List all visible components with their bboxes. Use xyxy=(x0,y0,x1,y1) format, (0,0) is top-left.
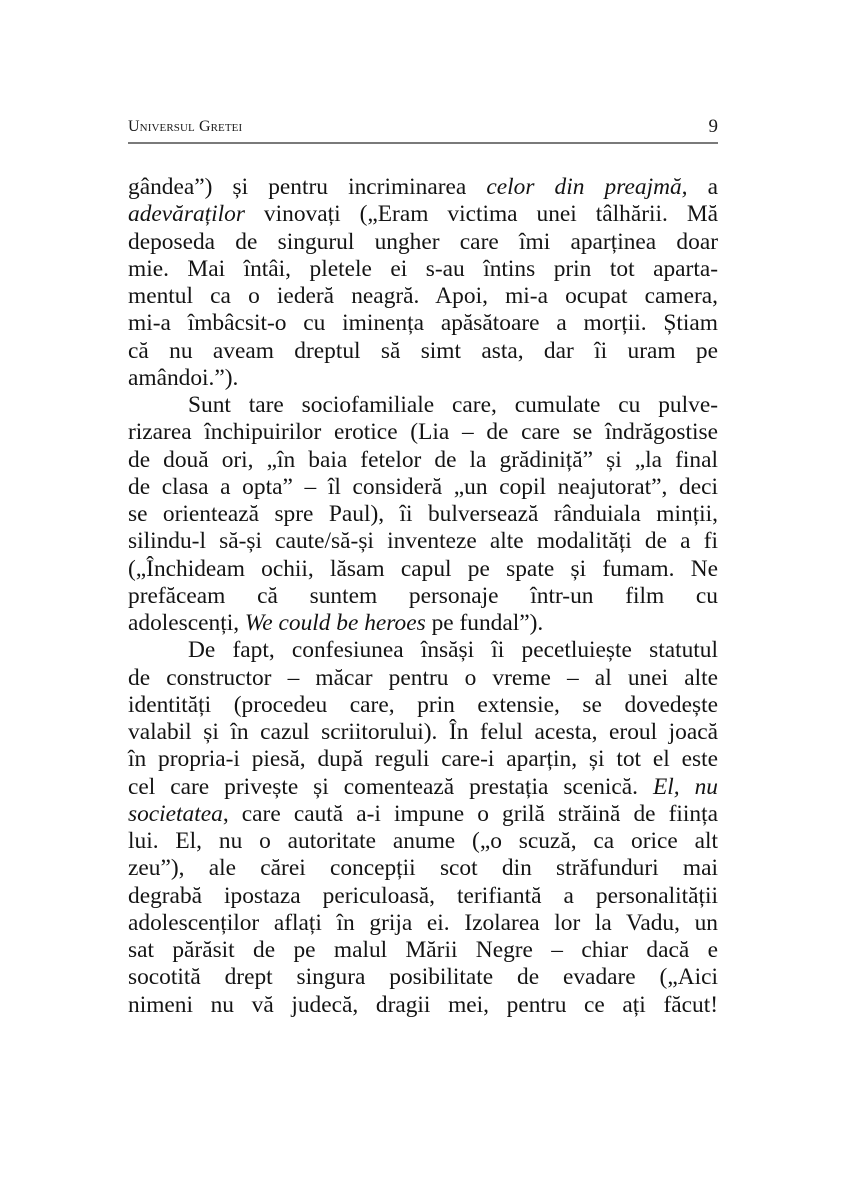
text-segment: mie. Mai întâi, pletele ei s-au întins prin tot aparta- xyxy=(128,255,718,282)
running-header xyxy=(128,116,718,140)
text-segment: se orientează spre Paul), îi bulversează rânduiala minții, xyxy=(128,501,718,527)
text-segment: silindu-l să-și caute/să-și inventeze alte modalități de a fi xyxy=(128,528,718,555)
text-line xyxy=(128,365,718,392)
text-segment: zeu”), ale cărei concepții scot din străfunduri mai xyxy=(128,855,718,882)
text-line xyxy=(128,746,718,773)
text-segment: amândoi.”). xyxy=(128,364,239,391)
text-line xyxy=(128,447,718,474)
text-segment: de două ori, „în baia fetelor de la grădiniță” și „la final xyxy=(128,446,718,473)
text-segment: deposeda de singurul ungher care îmi aparținea doar xyxy=(128,228,718,255)
text-segment: de constructor – măcar pentru o vreme – al unei alte xyxy=(128,664,718,691)
text-segment: cel care privește și comentează prestația scenică. xyxy=(128,773,653,800)
italic-text: We could be heroes xyxy=(244,610,426,636)
italic-text: adevăraților xyxy=(128,201,245,228)
text-line xyxy=(128,338,718,365)
text-segment: vinovați („Eram victima unei tâlhării. Mă xyxy=(244,201,718,228)
text-segment: Sunt tare sociofamiliale care, cumulate cu pulve- xyxy=(188,392,718,418)
text-segment: pe fundal”). xyxy=(425,610,544,636)
text-segment: a xyxy=(687,174,718,200)
text-line xyxy=(128,692,718,719)
text-line xyxy=(128,719,718,746)
text-segment: identități (procedeu care, prin extensie, se dovedește xyxy=(128,691,718,718)
text-segment: De fapt, confesiunea însăși îi pecetluiește statutul xyxy=(188,637,718,664)
paragraph-first-line xyxy=(128,637,718,664)
text-line xyxy=(128,201,718,228)
page-number: 9 xyxy=(708,116,718,137)
text-line xyxy=(128,992,718,1019)
italic-text: societatea xyxy=(128,800,223,827)
body-text xyxy=(128,174,718,1019)
text-line xyxy=(128,229,718,256)
text-line xyxy=(128,419,718,446)
text-segment: valabil și în cazul scriitorului). În felul acesta, eroul joacă xyxy=(128,719,718,745)
italic-text: celor din preajmă, xyxy=(486,174,688,200)
text-line xyxy=(128,474,718,501)
text-segment: rizarea închipuirilor erotice (Lia – de care se îndrăgostise xyxy=(128,419,718,446)
text-line xyxy=(128,310,718,337)
running-title: Universul Gretei xyxy=(128,118,243,135)
text-line xyxy=(128,801,718,828)
text-segment: nimeni nu vă judecă, dragii mei, pentru ce ați făcut! xyxy=(128,991,718,1018)
text-line xyxy=(128,665,718,692)
italic-text: El, nu xyxy=(652,773,718,800)
text-line xyxy=(128,883,718,910)
text-segment: că nu aveam dreptul să simt asta, dar îi uram pe xyxy=(128,337,718,364)
paragraph-first-line xyxy=(128,392,718,419)
text-line xyxy=(128,174,718,201)
text-line xyxy=(128,283,718,310)
text-line xyxy=(128,556,718,583)
text-segment: în propria-i piesă, după reguli care-i aparțin, și tot el este xyxy=(128,746,718,773)
text-segment: de clasa a opta” – îl consideră „un copil neajutorat”, deci xyxy=(128,473,718,500)
text-segment: lui. El, nu o autoritate anume („o scuză, ca orice alt xyxy=(128,828,718,854)
text-segment: mentul ca o iederă neagră. Apoi, mi-a ocupat camera, xyxy=(128,283,718,309)
text-line xyxy=(128,937,718,964)
text-segment: prefăceam că suntem personaje într-un film cu xyxy=(128,582,718,609)
header-rule xyxy=(128,142,718,144)
text-line xyxy=(128,964,718,991)
text-segment: adolescenți, xyxy=(128,610,245,636)
text-line xyxy=(128,828,718,855)
text-segment: socotită drept singura posibilitate de evadare („Aici xyxy=(128,964,718,991)
text-segment: gândea”) și pentru incriminarea xyxy=(128,174,487,200)
text-line xyxy=(128,774,718,801)
text-segment: mi-a îmbâcsit-o cu iminența apăsătoare a morții. Știam xyxy=(128,310,718,337)
text-segment: degrabă ipostaza periculoasă, terifiantă a personalității xyxy=(128,882,718,909)
text-segment: sat părăsit de pe malul Mării Negre – chiar dacă e xyxy=(128,937,718,963)
text-segment: („Închideam ochii, lăsam capul pe spate și fumam. Ne xyxy=(128,555,718,582)
text-line xyxy=(128,528,718,555)
text-line xyxy=(128,501,718,528)
text-segment: , care caută a-i impune o grilă străină de ființa xyxy=(222,800,718,827)
text-line xyxy=(128,610,718,637)
text-line xyxy=(128,910,718,937)
text-line xyxy=(128,855,718,882)
text-line xyxy=(128,583,718,610)
text-segment: adolescenților aflați în grija ei. Izolarea lor la Vadu, un xyxy=(128,909,718,936)
text-line xyxy=(128,256,718,283)
